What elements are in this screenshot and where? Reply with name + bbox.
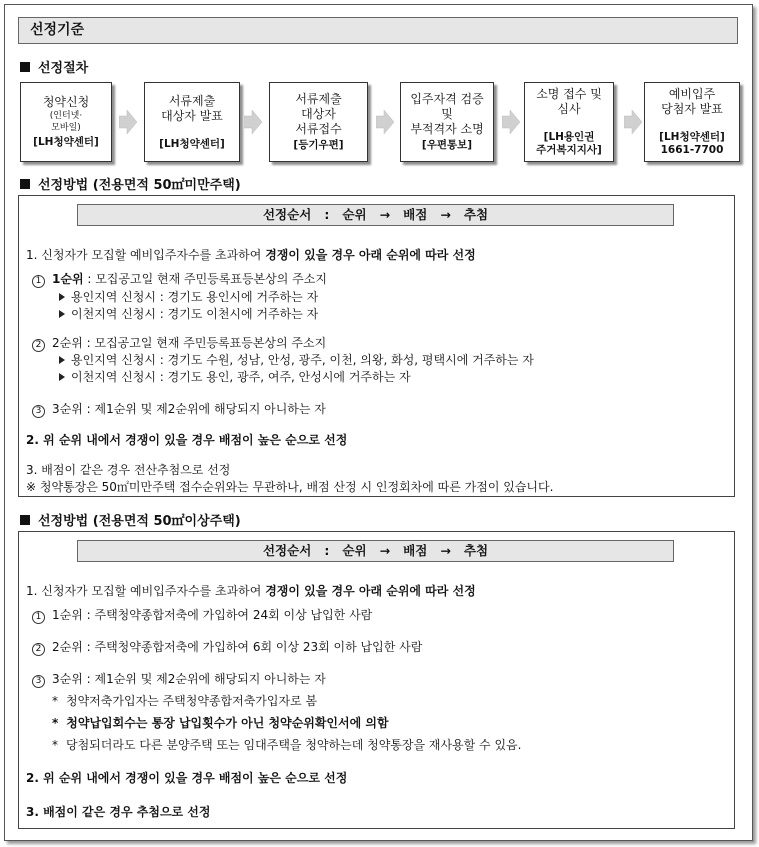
- step-channel: [LH청약센터]: [159, 137, 225, 150]
- procedure-step-3: [269, 82, 368, 162]
- step-channel: [LH청약센터]: [33, 136, 99, 148]
- note: ※ 청약통장은 50㎡미만주택 접수순위와는 무관하나, 배점 산정 시 인정회차에 따른 가점이 있습니다.: [26, 480, 554, 494]
- rank-2: 2 2순위 : 모집공고일 현재 주민등록표등본상의 주소지: [32, 334, 326, 352]
- square-bullet-icon: [20, 179, 30, 189]
- right-arrow-icon: [244, 110, 262, 134]
- step-line: 및: [441, 107, 453, 121]
- step-line: 예비입주: [668, 87, 716, 101]
- step-note: 모바일): [51, 123, 81, 133]
- rank-1: 1 1순위 : 주택청약종합저축에 가입하여 24회 이상 납입한 사람: [32, 606, 372, 624]
- circled-number: 3: [32, 675, 45, 688]
- rank-2: 2 2순위 : 주택청약종합저축에 가입하여 6회 이상 23회 이하 납입한 사람: [32, 638, 422, 656]
- step-line: 심사: [557, 102, 581, 116]
- procedure-step-6: [644, 82, 740, 162]
- circled-number: 2: [32, 339, 45, 352]
- rule-1: 1. 신청자가 모집할 예비입주자수를 초과하여 경쟁이 있을 경우 아래 순위에 따라 선정: [26, 248, 476, 262]
- circled-number: 1: [32, 611, 45, 624]
- procedure-step-2: [144, 82, 240, 162]
- step-channel: [우편통보]: [421, 139, 473, 151]
- step-note: (인터넷·: [49, 111, 83, 121]
- procedure-step-5: [524, 82, 614, 162]
- step-line: 서류접수: [295, 122, 342, 136]
- selection-order-bar: 선정순서 : 순위 → 배점 → 추첨: [77, 204, 674, 226]
- step-line: 입주자격 검증: [410, 92, 484, 106]
- circled-number: 2: [32, 643, 45, 656]
- step-line: 서류제출: [295, 92, 342, 106]
- triangle-bullet-icon: [59, 373, 65, 381]
- rank-1: 1 1순위 : 모집공고일 현재 주민등록표등본상의 주소지: [32, 270, 327, 288]
- rule-1: 1. 신청자가 모집할 예비입주자수를 초과하여 경쟁이 있을 경우 아래 순위에 따라 선정: [26, 584, 476, 598]
- asterisk-icon: *: [52, 694, 58, 708]
- asterisk-icon: *: [52, 738, 58, 752]
- right-arrow-icon: [624, 110, 642, 134]
- triangle-bullet-icon: [59, 310, 65, 318]
- star-note-1: * 청약저축가입자는 주택청약종합저축가입자로 봄: [52, 694, 318, 708]
- procedure-flow: [20, 82, 740, 162]
- method-under-box: [18, 195, 735, 497]
- procedure-step-4: [400, 82, 494, 162]
- method-over-heading-text: 선정방법 (전용면적 50㎡이상주택): [38, 514, 241, 529]
- asterisk-icon: *: [52, 716, 59, 730]
- rank-1-sub-1: 용인지역 신청시 : 경기도 용인시에 거주하는 자: [59, 288, 318, 305]
- method-over-heading: [20, 510, 241, 529]
- step-line: 소명 접수 및: [536, 87, 602, 101]
- rank-3: 3 3순위 : 제1순위 및 제2순위에 해당되지 아니하는 자: [32, 400, 326, 418]
- circled-number: 3: [32, 405, 45, 418]
- step-line: 대상자: [301, 107, 336, 121]
- square-bullet-icon: [20, 515, 30, 525]
- method-under-heading-text: 선정방법 (전용면적 50㎡미만주택): [38, 178, 241, 193]
- step-line: 부적격자 소명: [410, 122, 484, 136]
- rank-1-sub-2: 이천지역 신청시 : 경기도 이천시에 거주하는 자: [59, 305, 318, 322]
- step-channel: [등기우편]: [293, 139, 344, 151]
- page-title: 선정기준: [18, 17, 738, 44]
- rank-2-sub-1: 용인지역 신청시 : 경기도 수원, 성남, 안성, 광주, 이천, 의왕, 화성, 평택시에 거주하는 자: [59, 351, 534, 368]
- rank-2-sub-2: 이천지역 신청시 : 경기도 용인, 광주, 여주, 안성시에 거주하는 자: [59, 368, 411, 385]
- star-note-3: * 당첨되더라도 다른 분양주택 또는 임대주택을 청약하는데 청약통장을 재사용할 수 있음.: [52, 738, 522, 752]
- procedure-step-1: [20, 82, 112, 162]
- rule-3: 3. 배점이 같은 경우 추첨으로 선정: [26, 805, 211, 819]
- right-arrow-icon: [119, 110, 137, 134]
- rank-3: 3 3순위 : 제1순위 및 제2순위에 해당되지 아니하는 자: [32, 670, 326, 688]
- selection-order-bar: 선정순서 : 순위 → 배점 → 추첨: [77, 540, 674, 562]
- step-line: 대상자 발표: [161, 108, 223, 123]
- right-arrow-icon: [502, 110, 520, 134]
- step-channel: [LH청약센터]: [659, 131, 725, 143]
- procedure-heading: [20, 57, 88, 76]
- square-bullet-icon: [20, 62, 30, 72]
- triangle-bullet-icon: [59, 293, 65, 301]
- step-channel: 1661-7700: [660, 144, 724, 156]
- rule-2: 2. 위 순위 내에서 경쟁이 있을 경우 배점이 높은 순으로 선정: [26, 433, 348, 447]
- procedure-heading-text: 선정절차: [38, 61, 89, 76]
- step-channel: 주거복지지사]: [536, 144, 602, 156]
- method-over-box: [18, 531, 735, 829]
- rule-3: 3. 배점이 같은 경우 전산추첨으로 선정: [26, 463, 231, 477]
- method-under-heading: [20, 174, 241, 193]
- triangle-bullet-icon: [59, 356, 65, 364]
- star-note-2: * 청약납입회수는 통장 납입횟수가 아닌 청약순위확인서에 의함: [52, 716, 389, 730]
- step-line: 청약신청: [42, 95, 90, 109]
- circled-number: 1: [32, 275, 45, 288]
- step-channel: [LH용인권: [543, 131, 595, 143]
- step-line: 서류제출: [168, 93, 216, 108]
- rule-2: 2. 위 순위 내에서 경쟁이 있을 경우 배점이 높은 순으로 선정: [26, 771, 348, 785]
- right-arrow-icon: [376, 110, 394, 134]
- step-line: 당첨자 발표: [661, 102, 723, 116]
